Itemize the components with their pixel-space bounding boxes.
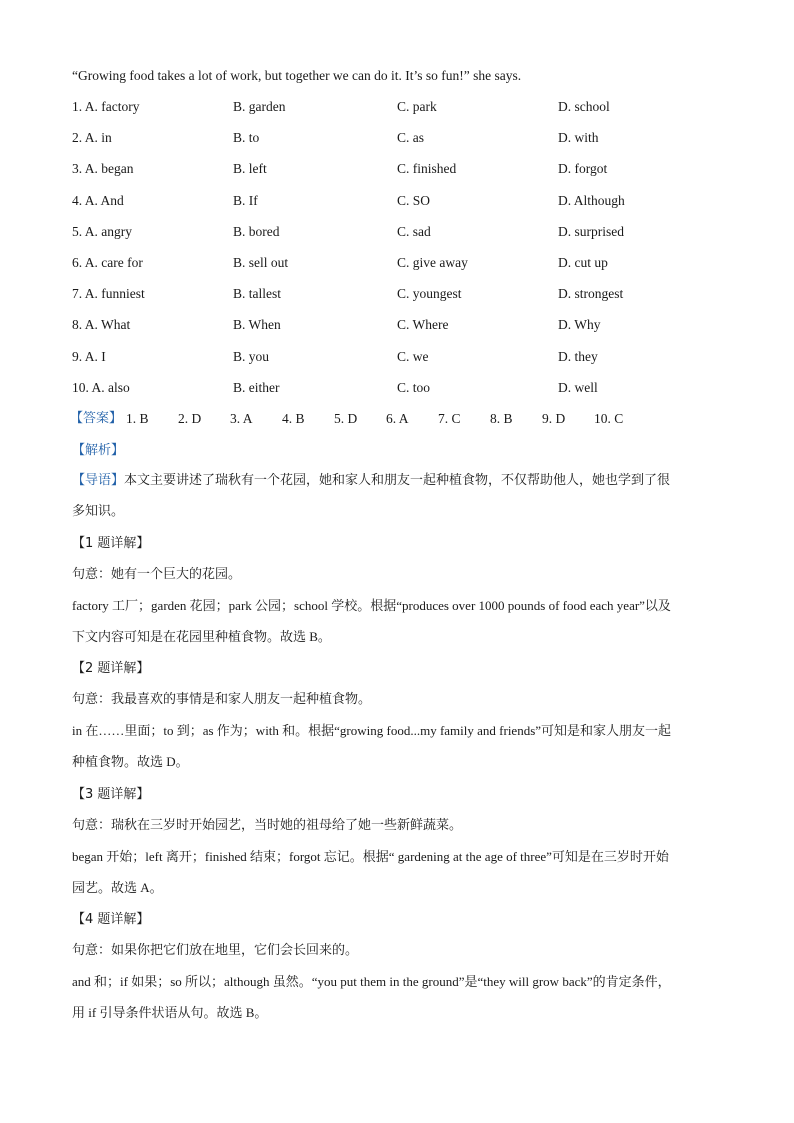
question-row bbox=[72, 378, 722, 398]
option-d: D. cut up bbox=[558, 255, 608, 270]
option-d: D. with bbox=[558, 130, 599, 146]
option-b: B. tallest bbox=[233, 286, 281, 302]
option-b: B. left bbox=[233, 161, 267, 177]
option-d: D. they bbox=[558, 348, 598, 364]
option-c: C. as bbox=[397, 130, 424, 146]
option-b: B. When bbox=[233, 317, 281, 333]
question-row bbox=[72, 97, 722, 117]
option-c: C. sad bbox=[397, 223, 431, 239]
option-c: C. finished bbox=[397, 161, 457, 177]
detail-explanation-2: 用 if 引导条件状语从句。故选 B。 bbox=[72, 1005, 268, 1020]
answer-item: 10. C bbox=[594, 411, 624, 426]
question-row bbox=[72, 284, 722, 304]
option-a: 10. A. also bbox=[72, 379, 130, 395]
answer-item: 9. D bbox=[542, 411, 566, 426]
option-c: C. SO bbox=[397, 192, 431, 208]
option-a: 4. A. And bbox=[72, 192, 124, 208]
detail-heading: 【3 题详解】 bbox=[72, 787, 150, 802]
question-row bbox=[72, 315, 722, 335]
answer-item: 1. B bbox=[126, 411, 149, 426]
detail-explanation-1: in 在……里面；to 到；as 作为；with 和。根据“growing food...my family and friends”可知是和家人朋友一起 bbox=[72, 723, 672, 738]
answer-item: 8. B bbox=[490, 411, 513, 426]
option-b: B. garden bbox=[233, 99, 286, 114]
answer-item: 4. B bbox=[282, 411, 305, 426]
analysis-label: 【解析】 bbox=[72, 443, 125, 458]
option-a: 6. A. care for bbox=[72, 255, 143, 270]
detail-explanation-1: factory 工厂；garden 花园；park 公园；school 学校。根据“produces over 1000 pounds of food each year”以及 bbox=[72, 598, 671, 613]
guide-line-1 bbox=[72, 471, 722, 491]
intro-quote: “Growing food takes a lot of work, but together we can do it. It’s so fun!” she says. bbox=[72, 68, 522, 83]
option-b: B. you bbox=[233, 348, 270, 364]
option-c: C. we bbox=[397, 348, 429, 364]
option-c: C. too bbox=[397, 379, 431, 395]
option-c: C. give away bbox=[397, 255, 468, 270]
option-d: D. surprised bbox=[558, 223, 624, 239]
option-b: B. sell out bbox=[233, 255, 289, 270]
question-row bbox=[72, 191, 722, 211]
option-c: C. youngest bbox=[397, 286, 462, 302]
option-a: 8. A. What bbox=[72, 317, 131, 333]
option-d: D. school bbox=[558, 99, 610, 114]
answer-item: 7. C bbox=[438, 411, 461, 426]
option-d: D. forgot bbox=[558, 161, 608, 177]
question-row bbox=[72, 347, 722, 367]
detail-heading: 【1 题详解】 bbox=[72, 536, 150, 551]
detail-heading: 【4 题详解】 bbox=[72, 912, 150, 927]
guide-label: 【导语】 bbox=[72, 473, 125, 488]
option-a: 9. A. I bbox=[72, 348, 106, 364]
option-a: 5. A. angry bbox=[72, 223, 132, 239]
detail-meaning: 句意：她有一个巨大的花园。 bbox=[72, 567, 242, 582]
option-d: D. strongest bbox=[558, 286, 624, 302]
answer-item: 2. D bbox=[178, 411, 202, 426]
detail-explanation-1: began 开始；left 离开；finished 结束；forgot 忘记。根据“ gardening at the age of three”可知是在三岁时开始 bbox=[72, 849, 669, 864]
answer-item: 6. A bbox=[386, 411, 409, 426]
option-b: B. bored bbox=[233, 223, 280, 239]
detail-explanation-2: 种植食物。故选 D。 bbox=[72, 754, 189, 769]
option-b: B. to bbox=[233, 130, 260, 146]
detail-explanation-1: and 和；if 如果；so 所以；although 虽然。“you put them in the ground”是“they will grow back”的肯定条件， bbox=[72, 974, 671, 989]
guide-text-1: 本文主要讲述了瑞秋有一个花园，她和家人和朋友一起种植食物，不仅帮助他人，她也学到了很 bbox=[124, 473, 671, 488]
detail-explanation-2: 下文内容可知是在花园里种植食物。故选 B。 bbox=[72, 629, 331, 644]
option-a: 7. A. funniest bbox=[72, 286, 145, 302]
question-row bbox=[72, 128, 722, 148]
answer-item: 3. A bbox=[230, 411, 253, 426]
option-c: C. park bbox=[397, 99, 437, 114]
question-row bbox=[72, 222, 722, 242]
option-b: B. either bbox=[233, 379, 280, 395]
question-row bbox=[72, 159, 722, 179]
answer-label: 【答案】 bbox=[70, 411, 123, 426]
detail-explanation-2: 园艺。故选 A。 bbox=[72, 880, 163, 895]
question-row bbox=[72, 253, 722, 273]
answer-row bbox=[72, 409, 722, 429]
option-d: D. well bbox=[558, 379, 598, 395]
option-c: C. Where bbox=[397, 317, 449, 333]
detail-heading: 【2 题详解】 bbox=[72, 661, 150, 676]
detail-meaning: 句意：瑞秋在三岁时开始园艺，当时她的祖母给了她一些新鲜蔬菜。 bbox=[72, 818, 463, 833]
option-d: D. Why bbox=[558, 317, 601, 333]
option-a: 3. A. began bbox=[72, 161, 134, 177]
option-a: 2. A. in bbox=[72, 130, 112, 146]
option-a: 1. A. factory bbox=[72, 99, 140, 114]
option-b: B. If bbox=[233, 192, 258, 208]
detail-meaning: 句意：我最喜欢的事情是和家人朋友一起种植食物。 bbox=[72, 692, 372, 707]
guide-text-2: 多知识。 bbox=[72, 504, 125, 519]
answer-item: 5. D bbox=[334, 411, 358, 426]
detail-meaning: 句意：如果你把它们放在地里，它们会长回来的。 bbox=[72, 943, 359, 958]
option-d: D. Although bbox=[558, 192, 625, 208]
